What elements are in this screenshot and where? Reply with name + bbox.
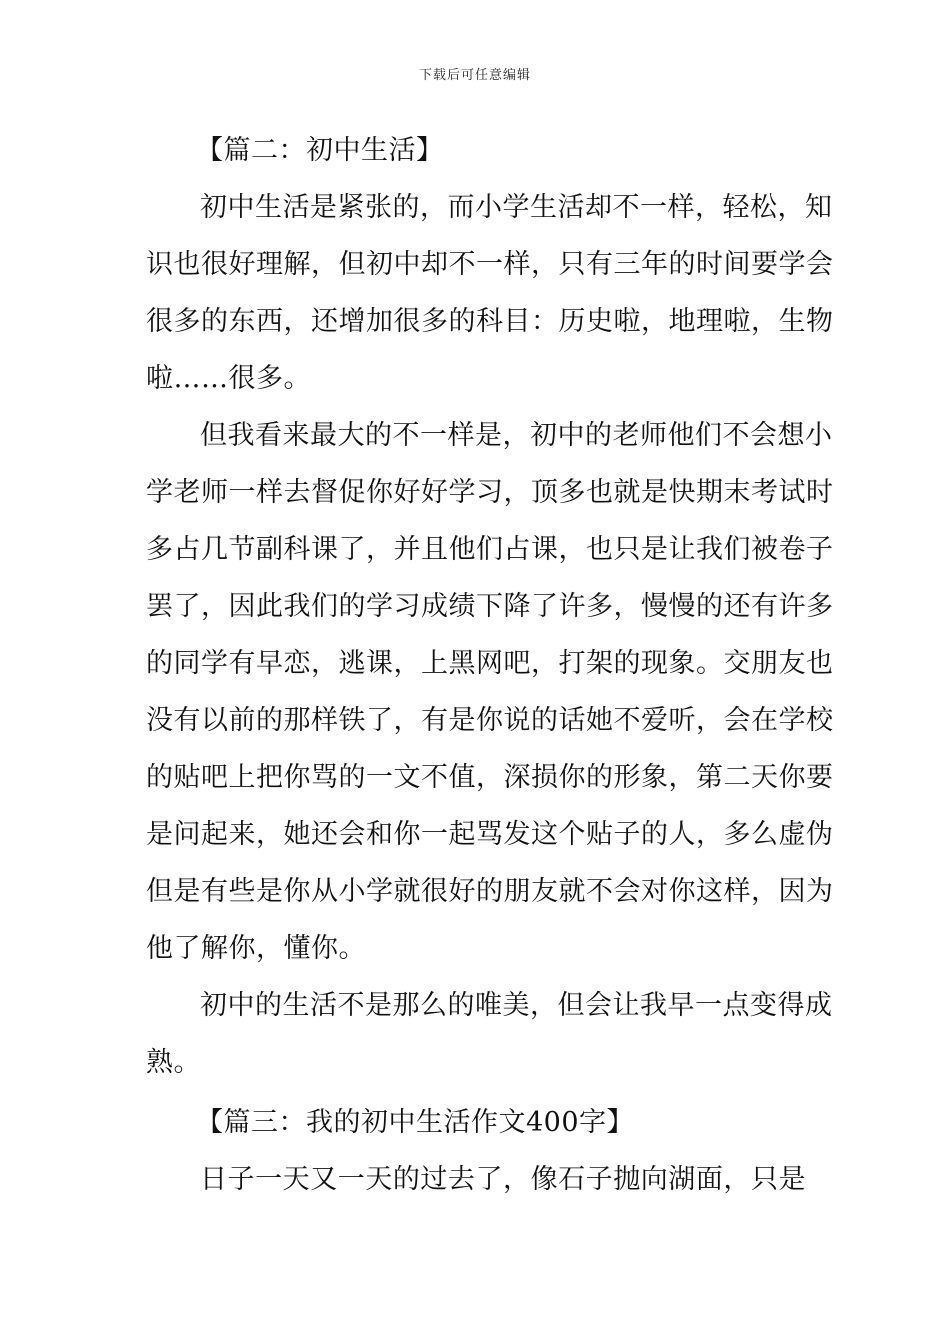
text-line: 识也很好理解，但初中却不一样，只有三年的时间要学会 [146, 249, 834, 280]
text-line: 日子一天又一天的过去了，像石子抛向湖面，只是 [200, 1164, 806, 1195]
section-pian-er [146, 122, 834, 1091]
text-line: 的同学有早恋，逃课，上黑网吧，打架的现象。交朋友也 [146, 648, 834, 679]
text-line: 的贴吧上把你骂的一文不值，深损你的形象，第二天你要 [146, 762, 834, 793]
text-line: 啦……很多。 [146, 363, 311, 394]
text-line: 学老师一样去督促你好好学习，顶多也就是快期末考试时 [146, 477, 834, 508]
text-line: 罢了，因此我们的学习成绩下降了许多，慢慢的还有许多 [146, 591, 834, 622]
section-pian-san [146, 1094, 806, 1208]
section-heading: 【篇二：初中生活】 [196, 135, 444, 166]
text-line: 初中的生活不是那么的唯美，但会让我早一点变得成 [200, 990, 833, 1021]
text-line: 没有以前的那样铁了，有是你说的话她不爱听，会在学校 [146, 705, 834, 736]
paragraph [146, 407, 834, 977]
paragraph [146, 1151, 806, 1208]
text-line: 是问起来，她还会和你一起骂发这个贴子的人，多么虚伪 [146, 819, 834, 850]
text-line: 但是有些是你从小学就很好的朋友就不会对你这样，因为 [146, 876, 834, 907]
text-line: 他了解你，懂你。 [146, 933, 366, 964]
page-header: 下载后可任意编辑 [418, 68, 531, 83]
paragraph [146, 977, 833, 1091]
text-line: 但我看来最大的不一样是，初中的老师他们不会想小 [200, 420, 833, 451]
text-line: 熟。 [146, 1047, 201, 1078]
text-line: 很多的东西，还增加很多的科目：历史啦，地理啦，生物 [146, 306, 834, 337]
paragraph [146, 179, 834, 407]
section-heading: 【篇三：我的初中生活作文400字】 [196, 1107, 635, 1138]
text-line: 初中生活是紧张的，而小学生活却不一样，轻松，知 [200, 192, 833, 223]
text-line: 多占几节副科课了，并且他们占课，也只是让我们被卷子 [146, 534, 834, 565]
